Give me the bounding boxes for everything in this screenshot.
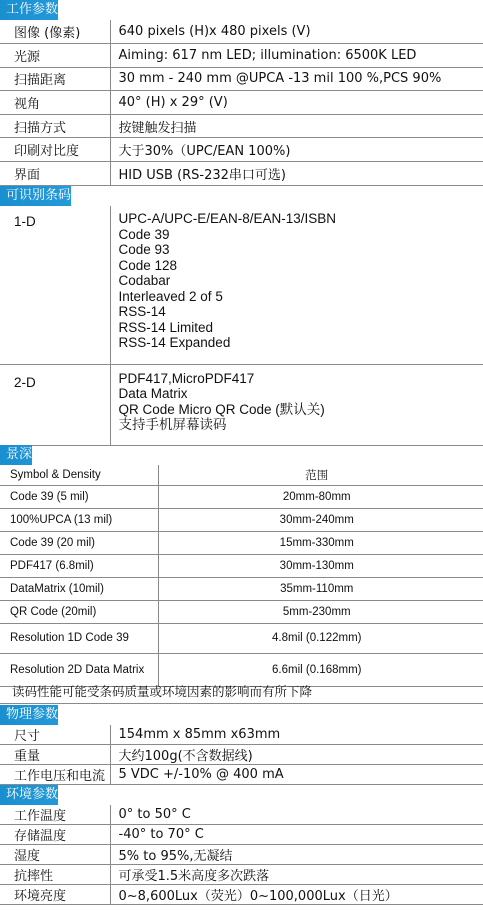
range-cell: 20mm-80mm	[158, 485, 483, 508]
range-cell: 35mm-110mm	[158, 577, 483, 600]
row-label: 重量	[0, 745, 110, 765]
symbol-cell: 100%UPCA (13 mil)	[0, 508, 158, 531]
table-row	[0, 885, 483, 905]
symbol-cell: Code 39 (20 mil)	[0, 531, 158, 554]
section-header-environment: 环境参数	[0, 785, 58, 805]
row-value	[110, 364, 483, 445]
row-value: 大约100g(不含数据线)	[110, 745, 483, 765]
table-row	[0, 162, 483, 186]
depth-table	[0, 465, 483, 687]
row-label: 2-D	[0, 364, 110, 445]
table-row	[0, 805, 483, 825]
symbol-cell: QR Code (20mil)	[0, 600, 158, 623]
table-row	[0, 600, 483, 623]
barcode-line: Codabar	[118, 273, 171, 288]
row-label: 视角	[0, 91, 110, 115]
table-row	[0, 91, 483, 115]
symbol-cell: Resolution 2D Data Matrix	[0, 653, 158, 686]
barcode-line: QR Code Micro QR Code (默认关)	[118, 401, 325, 417]
row-label: 尺寸	[0, 725, 110, 745]
table-row	[0, 554, 483, 577]
table-row	[0, 623, 483, 653]
row-label: 扫描方式	[0, 114, 110, 138]
table-row	[0, 206, 483, 364]
table-row	[0, 485, 483, 508]
range-cell: 5mm-230mm	[158, 600, 483, 623]
row-value: HID USB (RS-232串口可选)	[110, 162, 483, 186]
row-label: 存储温度	[0, 825, 110, 845]
table-row	[0, 138, 483, 162]
divider	[0, 703, 483, 704]
section-header-physical: 物理参数	[0, 705, 58, 725]
column-header-range: 范围	[158, 465, 483, 485]
barcode-line: Data Matrix	[118, 386, 188, 401]
barcode-line: 支持手机屏幕读码	[118, 417, 227, 432]
row-label: 工作温度	[0, 805, 110, 825]
table-row	[0, 20, 483, 44]
section-header-depth: 景深	[0, 445, 32, 465]
range-cell: 6.6mil (0.168mm)	[158, 653, 483, 686]
range-cell: 15mm-330mm	[158, 531, 483, 554]
barcode-line: Code 93	[118, 242, 170, 257]
table-row	[0, 765, 483, 785]
table-row	[0, 577, 483, 600]
row-value: 可承受1.5米高度多次跌落	[110, 865, 483, 885]
table-row	[0, 825, 483, 845]
row-value: 5% to 95%,无凝结	[110, 845, 483, 865]
barcode-line: RSS-14	[118, 304, 166, 319]
barcode-line: Code 128	[118, 257, 178, 273]
environment-table	[0, 805, 483, 905]
row-value: 5 VDC +/-10% @ 400 mA	[110, 765, 483, 785]
row-label: 工作电压和电流	[0, 765, 110, 785]
table-row	[0, 865, 483, 885]
table-row	[0, 531, 483, 554]
row-value: 0~8,600Lux（荧光）0~100,000Lux（日光）	[110, 885, 483, 905]
barcode-line: PDF417,MicroPDF417	[118, 370, 255, 386]
section-header-work-params: 工作参数	[0, 0, 58, 20]
work-params-table	[0, 20, 483, 186]
symbol-cell: PDF417 (6.8mil)	[0, 554, 158, 577]
table-row	[0, 114, 483, 138]
barcode-line: Code 39	[118, 226, 170, 242]
table-row	[0, 44, 483, 68]
row-label: 图像 (像素)	[0, 20, 110, 44]
row-value: Aiming: 617 nm LED; illumination: 6500K LED	[110, 44, 483, 68]
range-cell: 30mm-240mm	[158, 508, 483, 531]
row-label: 环境亮度	[0, 885, 110, 905]
row-value: 640 pixels (H)x 480 pixels (V)	[110, 20, 483, 44]
row-label: 光源	[0, 44, 110, 68]
barcodes-table	[0, 206, 483, 446]
row-label: 湿度	[0, 845, 110, 865]
table-row	[0, 745, 483, 765]
row-value: 154mm x 85mm x63mm	[110, 725, 483, 745]
table-row	[0, 67, 483, 91]
row-value: 30 mm - 240 mm @UPCA -13 mil 100 %,PCS 90%	[110, 67, 483, 91]
row-label: 界面	[0, 162, 110, 186]
table-header-row	[0, 465, 483, 485]
table-row	[0, 845, 483, 865]
barcode-line: RSS-14 Limited	[118, 319, 214, 335]
row-label: 抗摔性	[0, 865, 110, 885]
depth-note: 读码性能可能受条码质量或环境因素的影响而有所下降	[12, 684, 313, 699]
row-value: 大于30%（UPC/EAN 100%)	[110, 138, 483, 162]
table-row	[0, 364, 483, 445]
barcode-line: UPC-A/UPC-E/EAN-8/EAN-13/ISBN	[118, 211, 337, 226]
row-value: 按键触发扫描	[110, 114, 483, 138]
physical-table	[0, 725, 483, 785]
row-label: 1-D	[0, 206, 110, 364]
symbol-cell: DataMatrix (10mil)	[0, 577, 158, 600]
barcode-line: RSS-14 Expanded	[118, 335, 231, 350]
row-label: 扫描距离	[0, 67, 110, 91]
row-value: -40° to 70° C	[110, 825, 483, 845]
range-cell: 30mm-130mm	[158, 554, 483, 577]
table-row	[0, 725, 483, 745]
row-value	[110, 206, 483, 364]
table-row	[0, 508, 483, 531]
range-cell: 4.8mil (0.122mm)	[158, 623, 483, 653]
barcode-line: Interleaved 2 of 5	[118, 288, 223, 304]
column-header-symbol: Symbol & Density	[0, 465, 158, 485]
symbol-cell: Code 39 (5 mil)	[0, 485, 158, 508]
row-label: 印刷对比度	[0, 138, 110, 162]
symbol-cell: Resolution 1D Code 39	[0, 623, 158, 653]
section-header-barcodes: 可识别条码	[0, 186, 71, 206]
row-value: 0° to 50° C	[110, 805, 483, 825]
row-value: 40° (H) x 29° (V)	[110, 91, 483, 115]
